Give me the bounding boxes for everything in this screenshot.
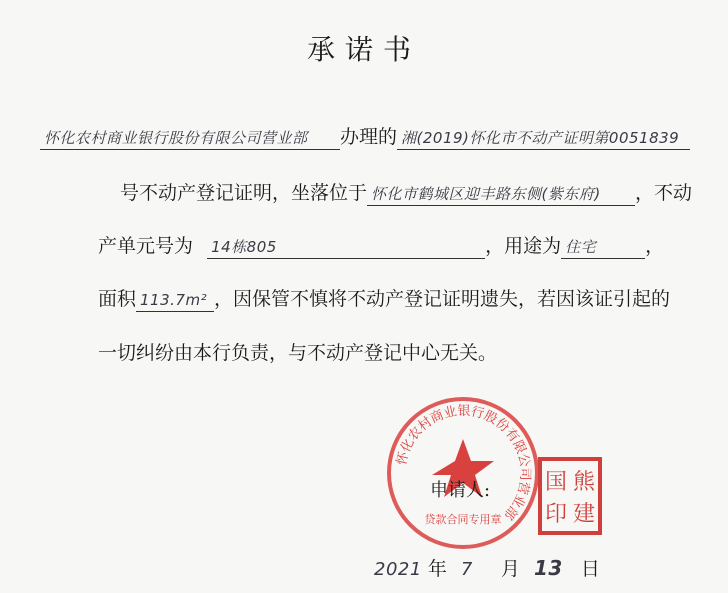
seal-char-3: 国 <box>544 470 568 495</box>
line-4-post: ，因保管不慎将不动产登记证明遗失，若因该证引起的 <box>214 288 671 310</box>
date-day: 13 <box>533 556 563 580</box>
line-4-pre: 面积 <box>98 288 137 310</box>
round-seal-ring-text: 怀化农村商业银行股份有限公司营业部 <box>394 403 533 523</box>
line-2-pre: 号不动产登记证明，坐落位于 <box>120 182 368 204</box>
square-name-seal <box>537 456 603 536</box>
certificate-number-handwritten: 湘(2019)怀化市不动产证明第0051839 <box>397 127 690 150</box>
line-3-post: ， <box>645 235 665 257</box>
round-seal <box>383 393 543 553</box>
area-handwritten: 113.7m² <box>136 289 214 312</box>
date-year-label: 年 <box>427 558 447 580</box>
round-seal-bottom-text: 贷款合同专用章 <box>424 513 502 526</box>
line-1 <box>40 124 690 150</box>
date-year: 2021 <box>374 559 422 580</box>
line-4 <box>98 286 670 312</box>
line-2 <box>120 180 692 206</box>
date-month-label: 月 <box>500 558 520 580</box>
seal-char-1: 熊 <box>572 470 596 495</box>
line-2-post: ，不动 <box>635 182 693 204</box>
seal-char-2: 建 <box>572 502 596 527</box>
line-3 <box>98 233 664 259</box>
line-3-mid: ，用途为 <box>485 235 562 257</box>
document-title: 承诺书 <box>306 33 421 66</box>
line-1-mid: 办理的 <box>340 126 398 148</box>
line-5: 一切纠纷由本行负责，与不动产登记中心无关。 <box>98 342 498 364</box>
location-handwritten: 怀化市鹤城区迎丰路东侧(紫东府) <box>367 183 635 206</box>
line-3-pre: 产单元号为 <box>98 235 194 257</box>
date-line <box>374 555 600 583</box>
date-month: 7 <box>460 559 473 580</box>
date-day-label: 日 <box>580 558 600 580</box>
applicant-label: 申请人: <box>430 480 491 501</box>
usage-handwritten: 住宅 <box>561 236 645 259</box>
unit-number-handwritten: 14栋805 <box>207 236 485 259</box>
applicant-handwritten: 怀化农村商业银行股份有限公司营业部 <box>40 127 340 150</box>
seal-char-4: 印 <box>544 502 568 527</box>
